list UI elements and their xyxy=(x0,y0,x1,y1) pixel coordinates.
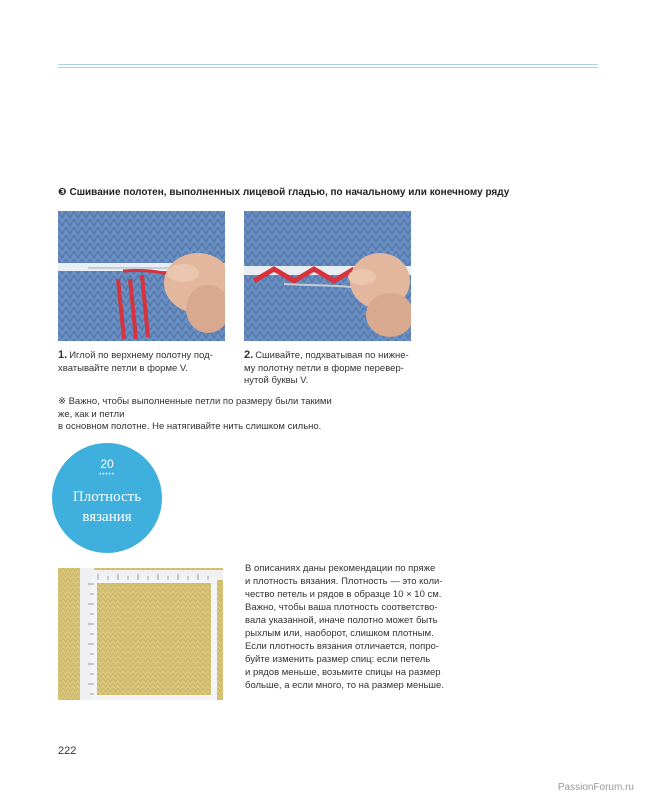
note-line-1: ※ Важно, чтобы выполненные петли по размеру были такими же, как и петли xyxy=(58,396,332,420)
step-2-line-3: нутой буквы V. xyxy=(244,375,309,386)
step-2-line-2: му полотну петли в форме перевер- xyxy=(244,362,404,374)
step-1-caption xyxy=(58,349,228,375)
header-rule-top xyxy=(58,64,598,65)
gauge-swatch-photo xyxy=(58,568,223,700)
body-line-3: чество петель и рядов в образце 10 × 10 см. xyxy=(245,589,442,600)
page-number: 222 xyxy=(58,745,77,757)
body-line-5: вала указанной, иначе полотно может быть xyxy=(245,615,438,626)
body-line-2: и плотность вязания. Плотность — это коли- xyxy=(245,576,443,587)
step-2-number: 2. xyxy=(244,349,254,361)
step-marker-icon: ❸ xyxy=(58,187,67,198)
badge-number: 20 xyxy=(100,457,114,471)
section-title: Сшивание полотен, выполненных лицевой гладью, по начальному или конечному ряду xyxy=(69,187,510,198)
step-2-caption xyxy=(244,349,414,388)
step-2-line-1: Сшивайте, подхватывая по нижне- xyxy=(255,350,409,361)
watermark: PassionForum.ru xyxy=(557,782,634,793)
badge-title-line-2: вязания xyxy=(82,509,132,525)
knitting-photo-step-1 xyxy=(58,211,225,341)
body-line-1: В описаниях даны рекомендации по пряже xyxy=(245,563,436,574)
header-rule-bottom xyxy=(58,67,598,68)
step-1-line-2: хватывайте петли в форме V. xyxy=(58,362,189,374)
section-heading xyxy=(58,187,618,198)
body-line-8: буйте изменить размер спиц: если петель xyxy=(245,654,431,665)
body-line-6: рыхлым или, наоборот, слишком плотным. xyxy=(245,628,434,639)
badge-title-line-1: Плотность xyxy=(72,489,142,505)
body-line-7: Если плотность вязания отличается, попро- xyxy=(245,641,439,652)
step-1-number: 1. xyxy=(58,349,68,361)
step-1-line-1: Иглой по верхнему полотну под- xyxy=(69,350,213,361)
gauge-description xyxy=(245,562,460,692)
chapter-badge xyxy=(52,443,162,553)
badge-dots: ••••• xyxy=(99,472,115,478)
body-line-10: больше, а если много, то на размер меньше. xyxy=(245,680,444,691)
body-line-4: Важно, чтобы ваша плотность соответство- xyxy=(245,602,438,613)
note-line-2: в основном полотне. Не натягивайте нить слишком сильно. xyxy=(58,421,322,432)
important-note xyxy=(58,396,348,434)
body-line-9: и рядов меньше, возьмите спицы на размер xyxy=(245,667,441,678)
knitting-photo-step-2 xyxy=(244,211,411,341)
